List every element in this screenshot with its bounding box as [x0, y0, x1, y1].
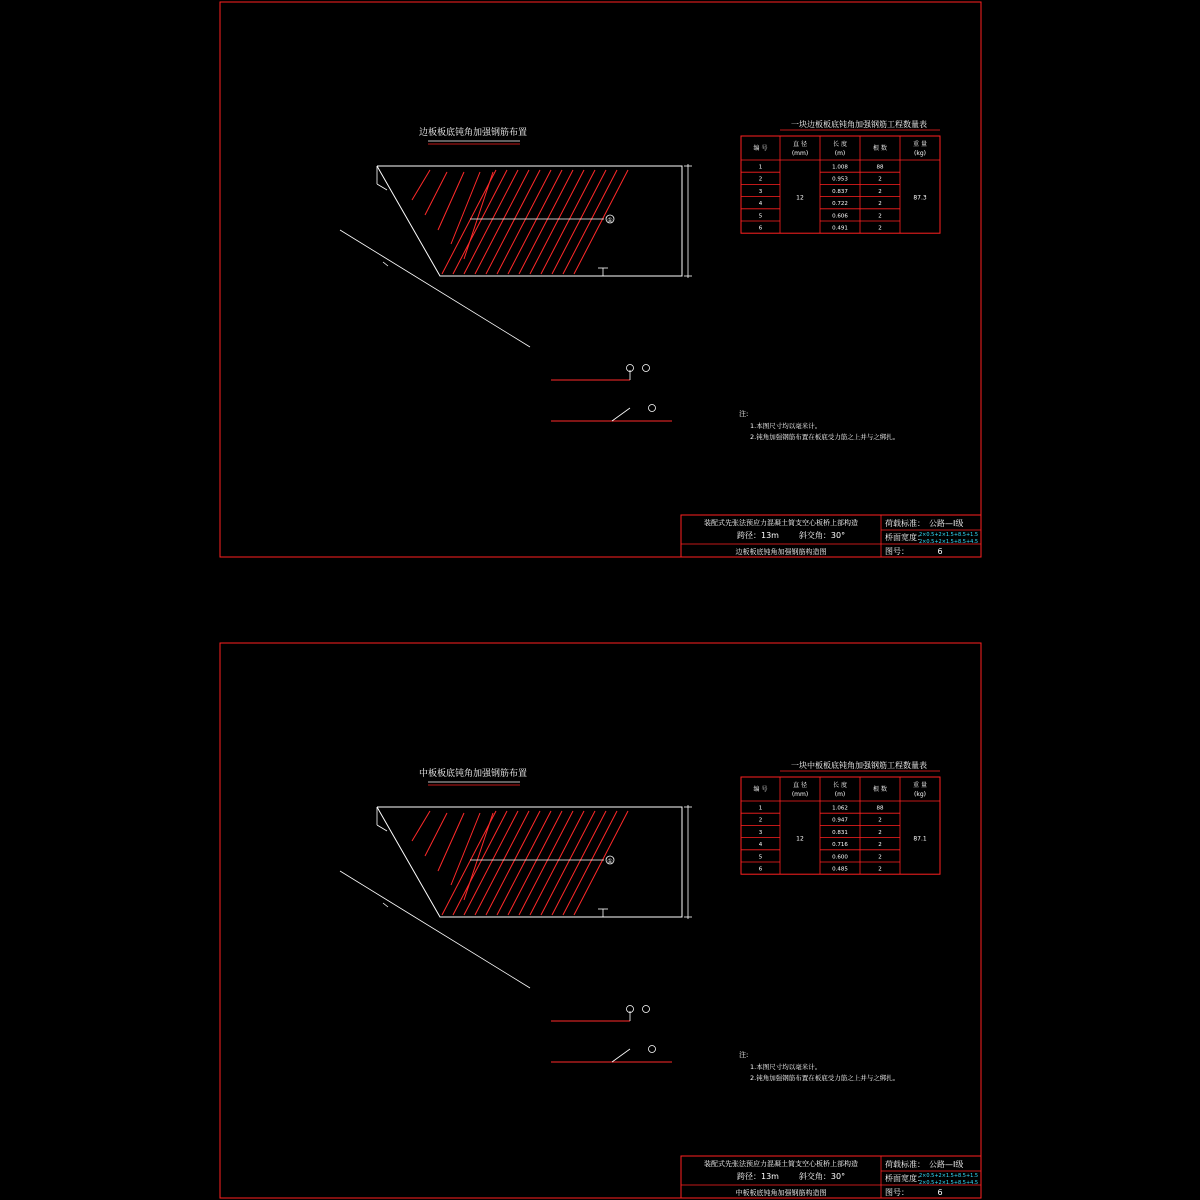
table-cell-no: 4: [758, 201, 763, 208]
callout-label: ①: [607, 858, 613, 865]
table-cell-diameter: 12: [796, 194, 804, 202]
rebar-line: [530, 170, 584, 274]
sheet-label: 图号：: [885, 1188, 909, 1197]
note-line: 1.本图尺寸均以毫米计。: [750, 1063, 822, 1071]
sheet-label: 图号：: [885, 547, 909, 556]
table-header: 直 径: [793, 782, 807, 789]
rebar-line: [497, 170, 551, 274]
rebar-line: [530, 811, 584, 915]
rebar-short: [425, 172, 447, 215]
detail-circle: [649, 1046, 656, 1053]
rebar-line: [552, 811, 606, 915]
table-cell-count: 2: [878, 866, 882, 873]
table-header: 编 号: [753, 786, 768, 793]
width-value-2: 2×0.5+2×1.5+8.5+4.5: [919, 1180, 979, 1186]
table-cell-count: 2: [878, 213, 882, 220]
note-line: 1.本图尺寸均以毫米计。: [750, 422, 822, 430]
sub-title: 中板板底钝角加强钢筋构造图: [735, 1189, 827, 1197]
rebar-line: [442, 811, 496, 915]
rebar-line: [497, 811, 551, 915]
load-value: 公路—Ⅰ级: [929, 1160, 964, 1169]
sub-title: 边板板底钝角加强钢筋构造图: [735, 548, 827, 556]
table-cell-no: 4: [758, 842, 763, 849]
table-cell-length: 0.722: [832, 201, 848, 208]
table-cell-no: 5: [758, 213, 763, 220]
table-header: 直 径: [793, 141, 807, 148]
dim-tick: [383, 262, 388, 266]
table-cell-no: 2: [758, 817, 763, 824]
rebar-short: [412, 811, 430, 841]
table-cell-count: 88: [876, 805, 884, 812]
rebar-line: [453, 170, 507, 274]
table-cell-count: 2: [878, 854, 882, 861]
table-cell-length: 0.485: [832, 866, 848, 873]
table-header: (m): [834, 791, 846, 798]
width-label: 桥面宽度：: [885, 533, 925, 542]
sheet-number: 6: [937, 547, 943, 556]
table-cell-count: 2: [878, 817, 882, 824]
rebar-line: [475, 170, 529, 274]
rebar-line: [519, 170, 573, 274]
rebar-line: [541, 811, 595, 915]
rebar-line: [541, 170, 595, 274]
rebar-line: [574, 170, 628, 274]
table-cell-no: 1: [758, 164, 763, 171]
rebar-line: [508, 811, 562, 915]
notes-head: 注:: [739, 1051, 749, 1059]
width-value-1: 2×0.5+2×1.5+8.5+1.5: [919, 532, 979, 538]
detail-circle: [643, 365, 650, 372]
detail-circle: [649, 405, 656, 412]
table-cell-no: 1: [758, 805, 763, 812]
notes-head: 注:: [739, 410, 749, 418]
note-line: 2.钝角加强钢筋布置在板底受力筋之上并与之绑扎。: [750, 1074, 900, 1082]
rebar-line: [552, 170, 606, 274]
main-title: 装配式先张法预应力混凝土简支空心板桥上部构造: [704, 519, 858, 527]
rebar-line: [508, 170, 562, 274]
table-cell-length: 0.837: [832, 188, 848, 195]
table-header: (mm): [791, 791, 809, 798]
table-cell-length: 0.953: [832, 176, 848, 183]
skew-label: 斜交角：30°: [798, 1172, 846, 1181]
table-cell-length: 1.062: [832, 805, 848, 812]
table-cell-length: 0.947: [832, 817, 848, 824]
table-cell-length: 1.008: [832, 164, 848, 171]
table-header: 长 度: [833, 782, 847, 789]
load-label: 荷载标准：: [885, 1160, 925, 1169]
sheet-1: [220, 2, 981, 557]
table-cell-diameter: 12: [796, 835, 804, 843]
sheet-number: 6: [937, 1188, 943, 1197]
span-label: 跨径：13m: [737, 531, 779, 540]
table-cell-no: 3: [758, 829, 763, 836]
detail-leader: [612, 408, 630, 421]
table-cell-length: 0.716: [832, 842, 848, 849]
table-header: 长 度: [833, 141, 847, 148]
table-header: 根 数: [873, 145, 887, 152]
table-header: (kg): [914, 791, 926, 798]
rebar-line: [486, 170, 540, 274]
rebar-short: [451, 172, 480, 244]
skew-dim-line: [340, 230, 530, 347]
table-header: (mm): [791, 150, 809, 157]
dim-tick: [383, 903, 388, 907]
sheet-frame: [220, 643, 981, 1198]
rebar-line: [519, 811, 573, 915]
table-cell-count: 2: [878, 842, 882, 849]
load-label: 荷载标准：: [885, 519, 925, 528]
rebar-short: [425, 813, 447, 856]
rebar-line: [464, 811, 518, 915]
span-label: 跨径：13m: [737, 1172, 779, 1181]
table-header: (m): [834, 150, 846, 157]
width-label: 桥面宽度：: [885, 1174, 925, 1183]
rebar-line: [464, 170, 518, 274]
table-cell-no: 6: [758, 866, 763, 873]
main-title: 装配式先张法预应力混凝土简支空心板桥上部构造: [704, 1160, 858, 1168]
rebar-line: [453, 811, 507, 915]
table-cell-length: 0.831: [832, 829, 848, 836]
table-cell-count: 2: [878, 829, 882, 836]
table-cell-no: 3: [758, 188, 763, 195]
rebar-line: [486, 811, 540, 915]
rebar-line: [574, 811, 628, 915]
skew-mark: [377, 825, 387, 831]
skew-mark: [377, 184, 387, 190]
table-cell-length: 0.491: [832, 225, 848, 232]
table-cell-no: 5: [758, 854, 763, 861]
drawing-title: 中板板底钝角加强钢筋布置: [418, 769, 528, 779]
table-header: 根 数: [873, 786, 887, 793]
sheet-frame: [220, 2, 981, 557]
table-header: 重 量: [913, 141, 927, 148]
load-value: 公路—Ⅰ级: [929, 519, 964, 528]
table-cell-count: 88: [876, 164, 884, 171]
width-value-1: 2×0.5+2×1.5+8.5+1.5: [919, 1173, 979, 1179]
table-title: 一块边板板底钝角加强钢筋工程数量表: [791, 120, 927, 129]
skew-label: 斜交角：30°: [798, 531, 846, 540]
table-cell-weight: 87.1: [913, 835, 927, 843]
rebar-line: [442, 170, 496, 274]
table-cell-no: 2: [758, 176, 763, 183]
sheet-2: [220, 643, 981, 1198]
table-cell-no: 6: [758, 225, 763, 232]
table-cell-length: 0.600: [832, 854, 848, 861]
width-value-2: 2×0.5+2×1.5+8.5+4.5: [919, 539, 979, 545]
rebar-short: [451, 813, 480, 885]
skew-dim-line: [340, 871, 530, 988]
detail-leader: [612, 1049, 630, 1062]
drawing-title: 边板板底钝角加强钢筋布置: [418, 128, 528, 138]
callout-label: ①: [607, 217, 613, 224]
table-title: 一块中板板底钝角加强钢筋工程数量表: [791, 761, 927, 770]
table-cell-count: 2: [878, 201, 882, 208]
table-header: (kg): [914, 150, 926, 157]
detail-circle: [643, 1006, 650, 1013]
table-cell-count: 2: [878, 225, 882, 232]
table-cell-length: 0.606: [832, 213, 848, 220]
table-cell-count: 2: [878, 188, 882, 195]
table-header: 编 号: [753, 145, 768, 152]
rebar-line: [475, 811, 529, 915]
table-cell-weight: 87.3: [913, 194, 927, 202]
rebar-short: [412, 170, 430, 200]
table-cell-count: 2: [878, 176, 882, 183]
note-line: 2.钝角加强钢筋布置在板底受力筋之上并与之绑扎。: [750, 433, 900, 441]
table-header: 重 量: [913, 782, 927, 789]
